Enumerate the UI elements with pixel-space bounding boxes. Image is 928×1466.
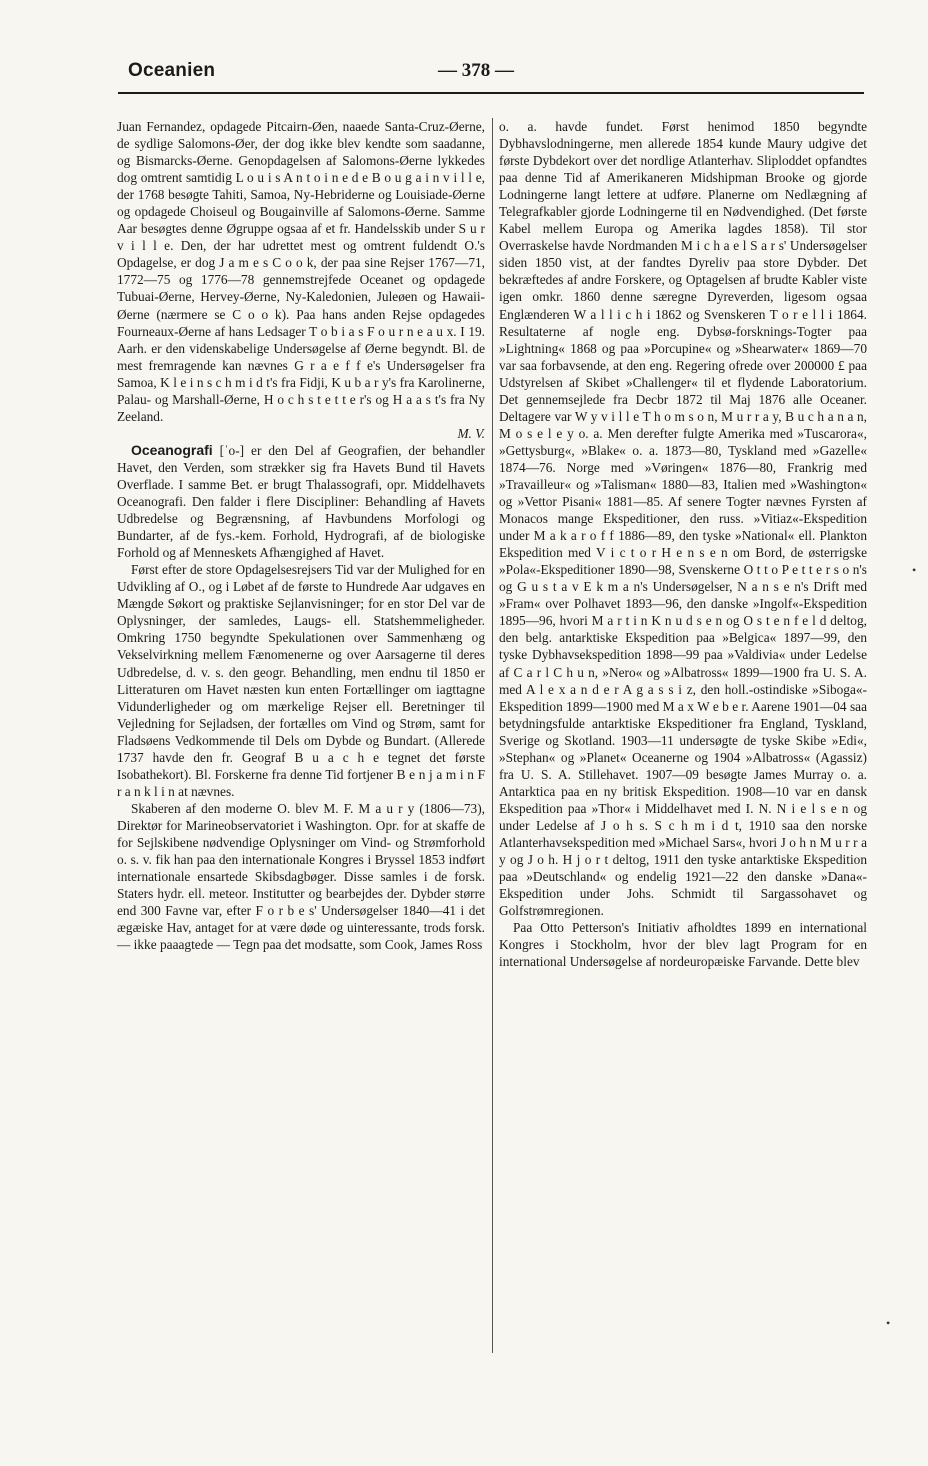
oceanien-paragraph-end — [117, 118, 485, 442]
paragraph: Først efter de store Opdagelsesrejsers Tid var der Mulighed for en Udvikling af O., og i Løbet af de første to Hundrede Aar udgaves en Mængde Søkort og praktiske Sejlanvisninger; for en stor Del var de Oplysninger, der samledes, Laugs- ell. Statshemmeligheder. Omkring 1750 begyndte Spekulationen over Sammenhæng og Vekselvirkning mellem Fænomenerne og over Aarsagerne til deres Udbredelse, d. v. s. den geogr. Behandling, men endnu til 1850 er Litteraturen om Havet næsten kun enten Fortællinger om iagttagne Vidunderligheder og om mærkelige Rejser ell. Beretninger til Vejledning for Sejladsen, der fortælles om Vind og Strøm, samt for Fladsøens Vedkommende til Dels om Dybde og Bundart. (Allerede 1737 havde den fr. Geograf B u a c h e tegnet det første Isobathekort). Bl. Forskerne fra denne Tid fortjener B e n j a m i n F r a n k l i n at nævnes. — [117, 562, 485, 799]
author-signature: M. V. — [457, 425, 485, 441]
oceanografi-entry — [117, 442, 485, 561]
left-column — [117, 118, 485, 953]
page-header-title: Oceanien — [128, 60, 216, 81]
paragraph: Paa Otto Petterson's Initiativ afholdtes 1899 en international Kongres i Stockholm, hvor der blev lagt Program for en international Undersøgelse af nordeuropæiske Farvande. Dette blev — [499, 920, 867, 970]
margin-dot: • — [886, 1316, 891, 1330]
page-number: — 378 — — [438, 60, 514, 81]
paragraph: Skaberen af den moderne O. blev M. F. M a u r y (1806—73), Direktør for Marineobservatoriet i Washington. Opr. for at skaffe de for Sejlskibene nødvendige Oplysninger om Vind- og Strømforhold o. s. v. fik han paa den internationale Kongres i Bryssel 1853 indført internationale ensartede Skibsdagbøger. Disse samles i de forsk. Staters hydr. ell. meteor. Institutter og bearbejdes der. Dybder større end 300 Favne var, efter F o r b e s' Undersøgelser 1840—41 i det ægæiske Hav, antaget for at være døde og uinteressante, trods forsk. — ikke paaagtede — Tegn paa det modsatte, som Cook, James Ross — [117, 800, 485, 953]
entry-headword: Oceanografi — [131, 441, 213, 458]
header-rule — [118, 92, 864, 94]
margin-dot: • — [912, 563, 917, 577]
right-column — [499, 118, 867, 970]
paragraph-text: [ˈo-] er den Del af Geografien, der behandler Havet, den Verden, som strækker sig fra Havets Bund til Havets Overflade. I samme Bet. er brugt Thalassografi, opr. Middelhavets Oceanografi. Den falder i flere Discipliner: Behandling af Havets Udbredelse og Begrænsning, af Havbundens Morfologi og Bundarter, af de fys.-kem. Forhold, Hydrografi, af de biologiske Forhold og af Menneskets Afhængighed af Havet. — [117, 442, 485, 561]
paragraph: o. a. havde fundet. Først henimod 1850 begyndte Dybhavslodningerne, men allerede 1854 kunde Maury udgive det første Dybdekort over det nordlige Atlanterhav. Sliploddet opfandtes paa denne Tid af Amerikaneren Midshipman Brooke og gjorde Lodningerne langt lettere at udføre. Planerne om Nedlægning af Telegrafkabler gjorde Lodningerne til en Nødvendighed. (Det første Kabel mellem Europa og Amerika lagdes 1858). Til stor Overraskelse havde Nordmanden M i c h a e l S a r s' Undersøgelser siden 1850 vist, at der fandtes Dyreliv paa store Dybder. Det bekræftedes af andre Forskere, og Optagelsen af brudte Kabler viste igen omkr. 1860 denne særegne Dyreverden, ligesom ogsaa Englænderen W a l l i c h i 1862 og Svenskeren T o r e l l i 1864. Resultaterne af nogle eng. Dybsø-forsknings-Togter paa »Lightning« 1868 og paa »Porcupine« og »Shearwater« 1869—70 var saa forbavsende, at den eng. Regering ofrede over 200000 £ paa Udstyrelsen af Skibet »Challenger« til et flydende Laboratorium. Det gennemsejlede fra Decbr 1872 til Maj 1876 alle Oceaner. Deltagere var W y v i l l e T h o m s o n, M u r r a y, B u c h a n a n, M o s e l e y o. a. Men derefter fulgte Amerika med »Tuscarora«, »Gettysburg«, »Blake« o. a. 1873—80, Tyskland med »Gazelle« 1874—76. Norge med »Vøringen« 1876—80, Frankrig med »Travailleur« og »Talisman« 1880—83, Italien med »Washington« og »Vettor Pisani« 1881—85. Af senere Togter nævnes Fyrsten af Monacos mange Ekspeditioner, den russ. »Vitiaz«-Ekspedition under M a k a r o f f 1886—89, den tyske »National« ell. Plankton Ekspedition med V i c t o r H e n s e n om Bord, de østerrigske »Pola«-Ekspeditioner 1890—98, Svenskerne O t t o P e t t e r s o n's og G u s t a v E k m a n's Undersøgelser, N a n s e n's Drift med »Fram« over Polhavet 1893—96, den danske »Ingolf«-Ekspedition 1895—96, hvori M a r t i n K n u d s e n og O s t e n f e l d deltog, den belg. antarktiske Ekspedition paa »Belgica« 1897—99, den tyske Dybhavsekspedition 1898—99 paa »Valdivia« under Ledelse af C a r l C h u n, »Nero« og »Albatross« 1899—1900 fra U. S. A. med A l e x a n d e r A g a s s i z, den holl.-ostindiske »Siboga«-Ekspedition 1899—1900 med M a x W e b e r. Aarene 1901—04 saa betydningsfulde antarktiske Ekspeditioner fra England, Tyskland, Sverige og Skotland. 1903—11 undersøgte de tyske Skibe »Edi«, »Stephan« og »Planet« Oceanerne og 1904 »Albatross« (Agassiz) fra U. S. A. Stillehavet. 1907—09 besøgte James Murray o. a. Antarktica paa en ny britisk Ekspedition. 1908—10 var en dansk Ekspedition paa »Thor« i Middelhavet med I. N. N i e l s e n og under Ledelse af J o h s. S c h m i d t, 1910 saa den norske Atlanterhavsekspedition med »Michael Sars«, hvori J o h n M u r r a y og J o h. H j o r t deltog, 1911 den tyske antarktiske Ekspedition paa »Deutschland« og endelig 1921—22 den danske »Dana«-Ekspedition under Johs. Schmidt til Sargassohavet og Golfstrømregionen. — [499, 119, 867, 919]
column-divider — [492, 118, 493, 1353]
paragraph-text: Juan Fernandez, opdagede Pitcairn-Øen, naaede Santa-Cruz-Øerne, de sydlige Salomons-Øer, der dog ikke blev kendte som saadanne, og Bismarcks-Øerne. Genopdagelsen af Salomons-Øerne lykkedes dog omtrent samtidig L o u i s A n t o i n e d e B o u g a i n v i l l e, der 1768 besøgte Tahiti, Samoa, Ny-Hebriderne og Louisiade-Øerne og opdagede Choiseul og Bougainville af Salomons-Øerne. Samme Aar besøgtes denne Øgruppe ogsaa af et fr. Handelsskib under S u r v i l l e. Den, der har udrettet mest og omtrent fuldendt O.'s Opdagelse, er dog J a m e s C o o k, der paa sine Rejser 1767—71, 1772—75 og 1776—78 gennemstrejfede Oceanet og opdagede Tubuai-Øerne, Hervey-Øerne, Ny-Kaledonien, Juleøen og Hawaii-Øerne (nærmere se C o o k). Paa hans anden Rejse opdagedes Fourneaux-Øerne af hans Ledsager T o b i a s F o u r n e a u x. I 19. Aarh. er den videnskabelige Undersøgelse af Øerne begyndt. Bl. de mest fremragende kan nævnes G r a e f f e's Undersøgelser fra Samoa, K l e i n s c h m i d t's fra Fidji, K u b a r y's fra Karolinerne, Palau- og Marshall-Øerne, H o c h s t e t t e r's og H a a s t's fra Ny Zeeland. — [117, 119, 485, 424]
